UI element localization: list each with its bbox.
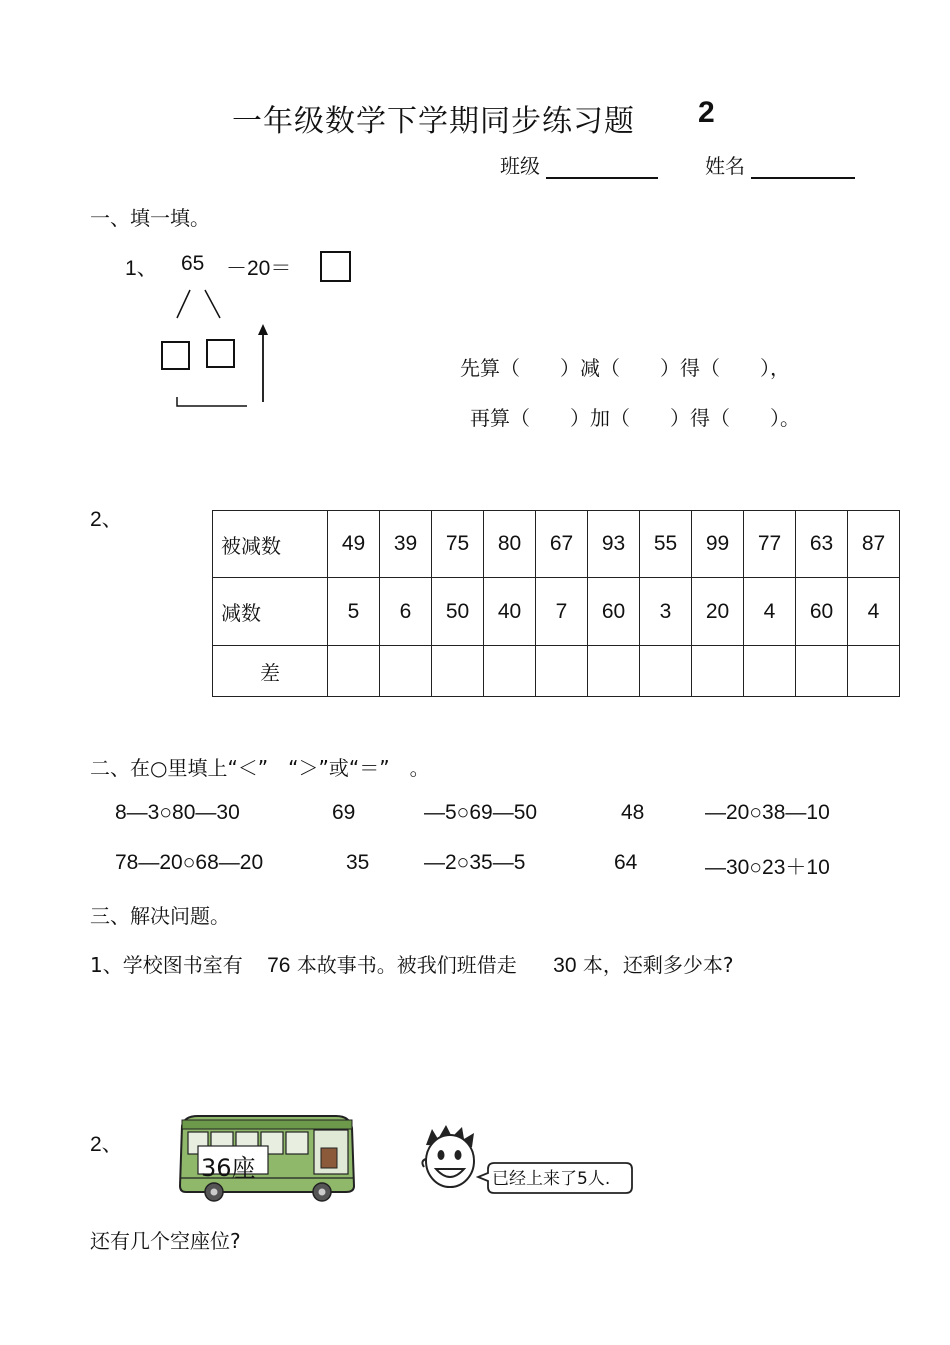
table-cell: 40: [484, 578, 536, 646]
compare-item: —5○69—50: [424, 801, 538, 824]
compare-item: 64: [614, 851, 638, 874]
q2-index: 2、: [90, 508, 123, 531]
problem-1-number: 30: [553, 954, 577, 977]
table-cell: 77: [744, 511, 796, 578]
table-cell: 80: [484, 511, 536, 578]
table-cell: [484, 646, 536, 697]
compare-item: 35: [346, 851, 370, 874]
table-cell: [640, 646, 692, 697]
table-cell: 50: [432, 578, 484, 646]
table-cell: 67: [536, 511, 588, 578]
compare-item: 78—20○68—20: [115, 851, 264, 874]
title-text: 一年级数学下学期同步练习题: [232, 104, 635, 139]
split-box-right: [207, 340, 234, 367]
table-cell: [328, 646, 380, 697]
decompose-diagram: [150, 285, 280, 415]
branch-left: [177, 290, 190, 318]
q1-left-number: 65: [181, 252, 205, 275]
section2-heading: 二、在○里填上“＜” “＞”或“＝” 。: [90, 756, 430, 780]
table-cell: 93: [588, 511, 640, 578]
bracket-line: [177, 397, 247, 406]
table-cell: 4: [744, 578, 796, 646]
speech-text: 已经上来了5人.: [492, 1169, 611, 1189]
table-cell: 39: [380, 511, 432, 578]
step-sentence-1: 先算（ ）减（ ）得（ ），: [460, 356, 790, 380]
table-cell: [848, 646, 900, 697]
compare-item: 69: [332, 801, 356, 824]
table-cell: [692, 646, 744, 697]
table-cell: 3: [640, 578, 692, 646]
problem-2-question: 还有几个空座位?: [90, 1229, 241, 1253]
table-cell: 5: [328, 578, 380, 646]
table-cell: 75: [432, 511, 484, 578]
page-title: [232, 96, 635, 140]
subtraction-table: [212, 510, 900, 697]
table-cell: 60: [588, 578, 640, 646]
table-cell: 60: [796, 578, 848, 646]
q1-operation: －20＝: [226, 257, 292, 280]
step-sentence-2: 再算（ ）加（ ）得（ ）。: [470, 406, 800, 430]
compare-item: —30○23＋10: [705, 856, 830, 879]
name-label: 姓名: [705, 154, 745, 178]
problem-1-text: [90, 949, 734, 978]
arrow-head: [258, 324, 268, 335]
name-field: [705, 150, 855, 179]
split-box-left: [162, 342, 189, 369]
table-cell: 63: [796, 511, 848, 578]
table-cell: [588, 646, 640, 697]
compare-item: 48: [621, 801, 645, 824]
table-cell: [380, 646, 432, 697]
section3-heading: 三、解决问题。: [90, 904, 230, 928]
problem-1-part: 本故事书。被我们班借走: [296, 953, 517, 977]
compare-item: —20○38—10: [705, 801, 830, 824]
compare-item: 8—3○80—30: [115, 801, 240, 824]
name-blank: [751, 155, 855, 179]
table-cell: [796, 646, 848, 697]
table-cell: 87: [848, 511, 900, 578]
q1-index: 1、: [125, 257, 158, 280]
row-label-minuend: 被减数: [213, 511, 328, 578]
bus-seat-label: 36座: [201, 1154, 256, 1182]
problem-1-part: 1、学校图书室有: [90, 953, 243, 977]
table-cell: 6: [380, 578, 432, 646]
table-cell: 20: [692, 578, 744, 646]
section1-heading: 一、填一填。: [90, 206, 210, 230]
class-field: [500, 150, 658, 179]
table-cell: 49: [328, 511, 380, 578]
problem-2-index: 2、: [90, 1133, 123, 1156]
answer-box: [320, 251, 351, 282]
table-row: [213, 578, 900, 646]
table-cell: 7: [536, 578, 588, 646]
row-label-subtrahend: 减数: [213, 578, 328, 646]
table-cell: [432, 646, 484, 697]
row-label-difference: 差: [213, 646, 328, 697]
class-blank: [546, 155, 658, 179]
table-cell: 55: [640, 511, 692, 578]
table-row: [213, 511, 900, 578]
table-cell: [744, 646, 796, 697]
table-row: [213, 646, 900, 697]
title-number: 2: [698, 96, 715, 129]
table-cell: [536, 646, 588, 697]
problem-1-number: 76: [267, 954, 291, 977]
problem-1-part: 本，还剩多少本?: [582, 953, 734, 977]
table-cell: 4: [848, 578, 900, 646]
table-cell: 99: [692, 511, 744, 578]
class-label: 班级: [500, 154, 540, 178]
branch-right: [205, 290, 220, 318]
compare-item: —2○35—5: [424, 851, 526, 874]
